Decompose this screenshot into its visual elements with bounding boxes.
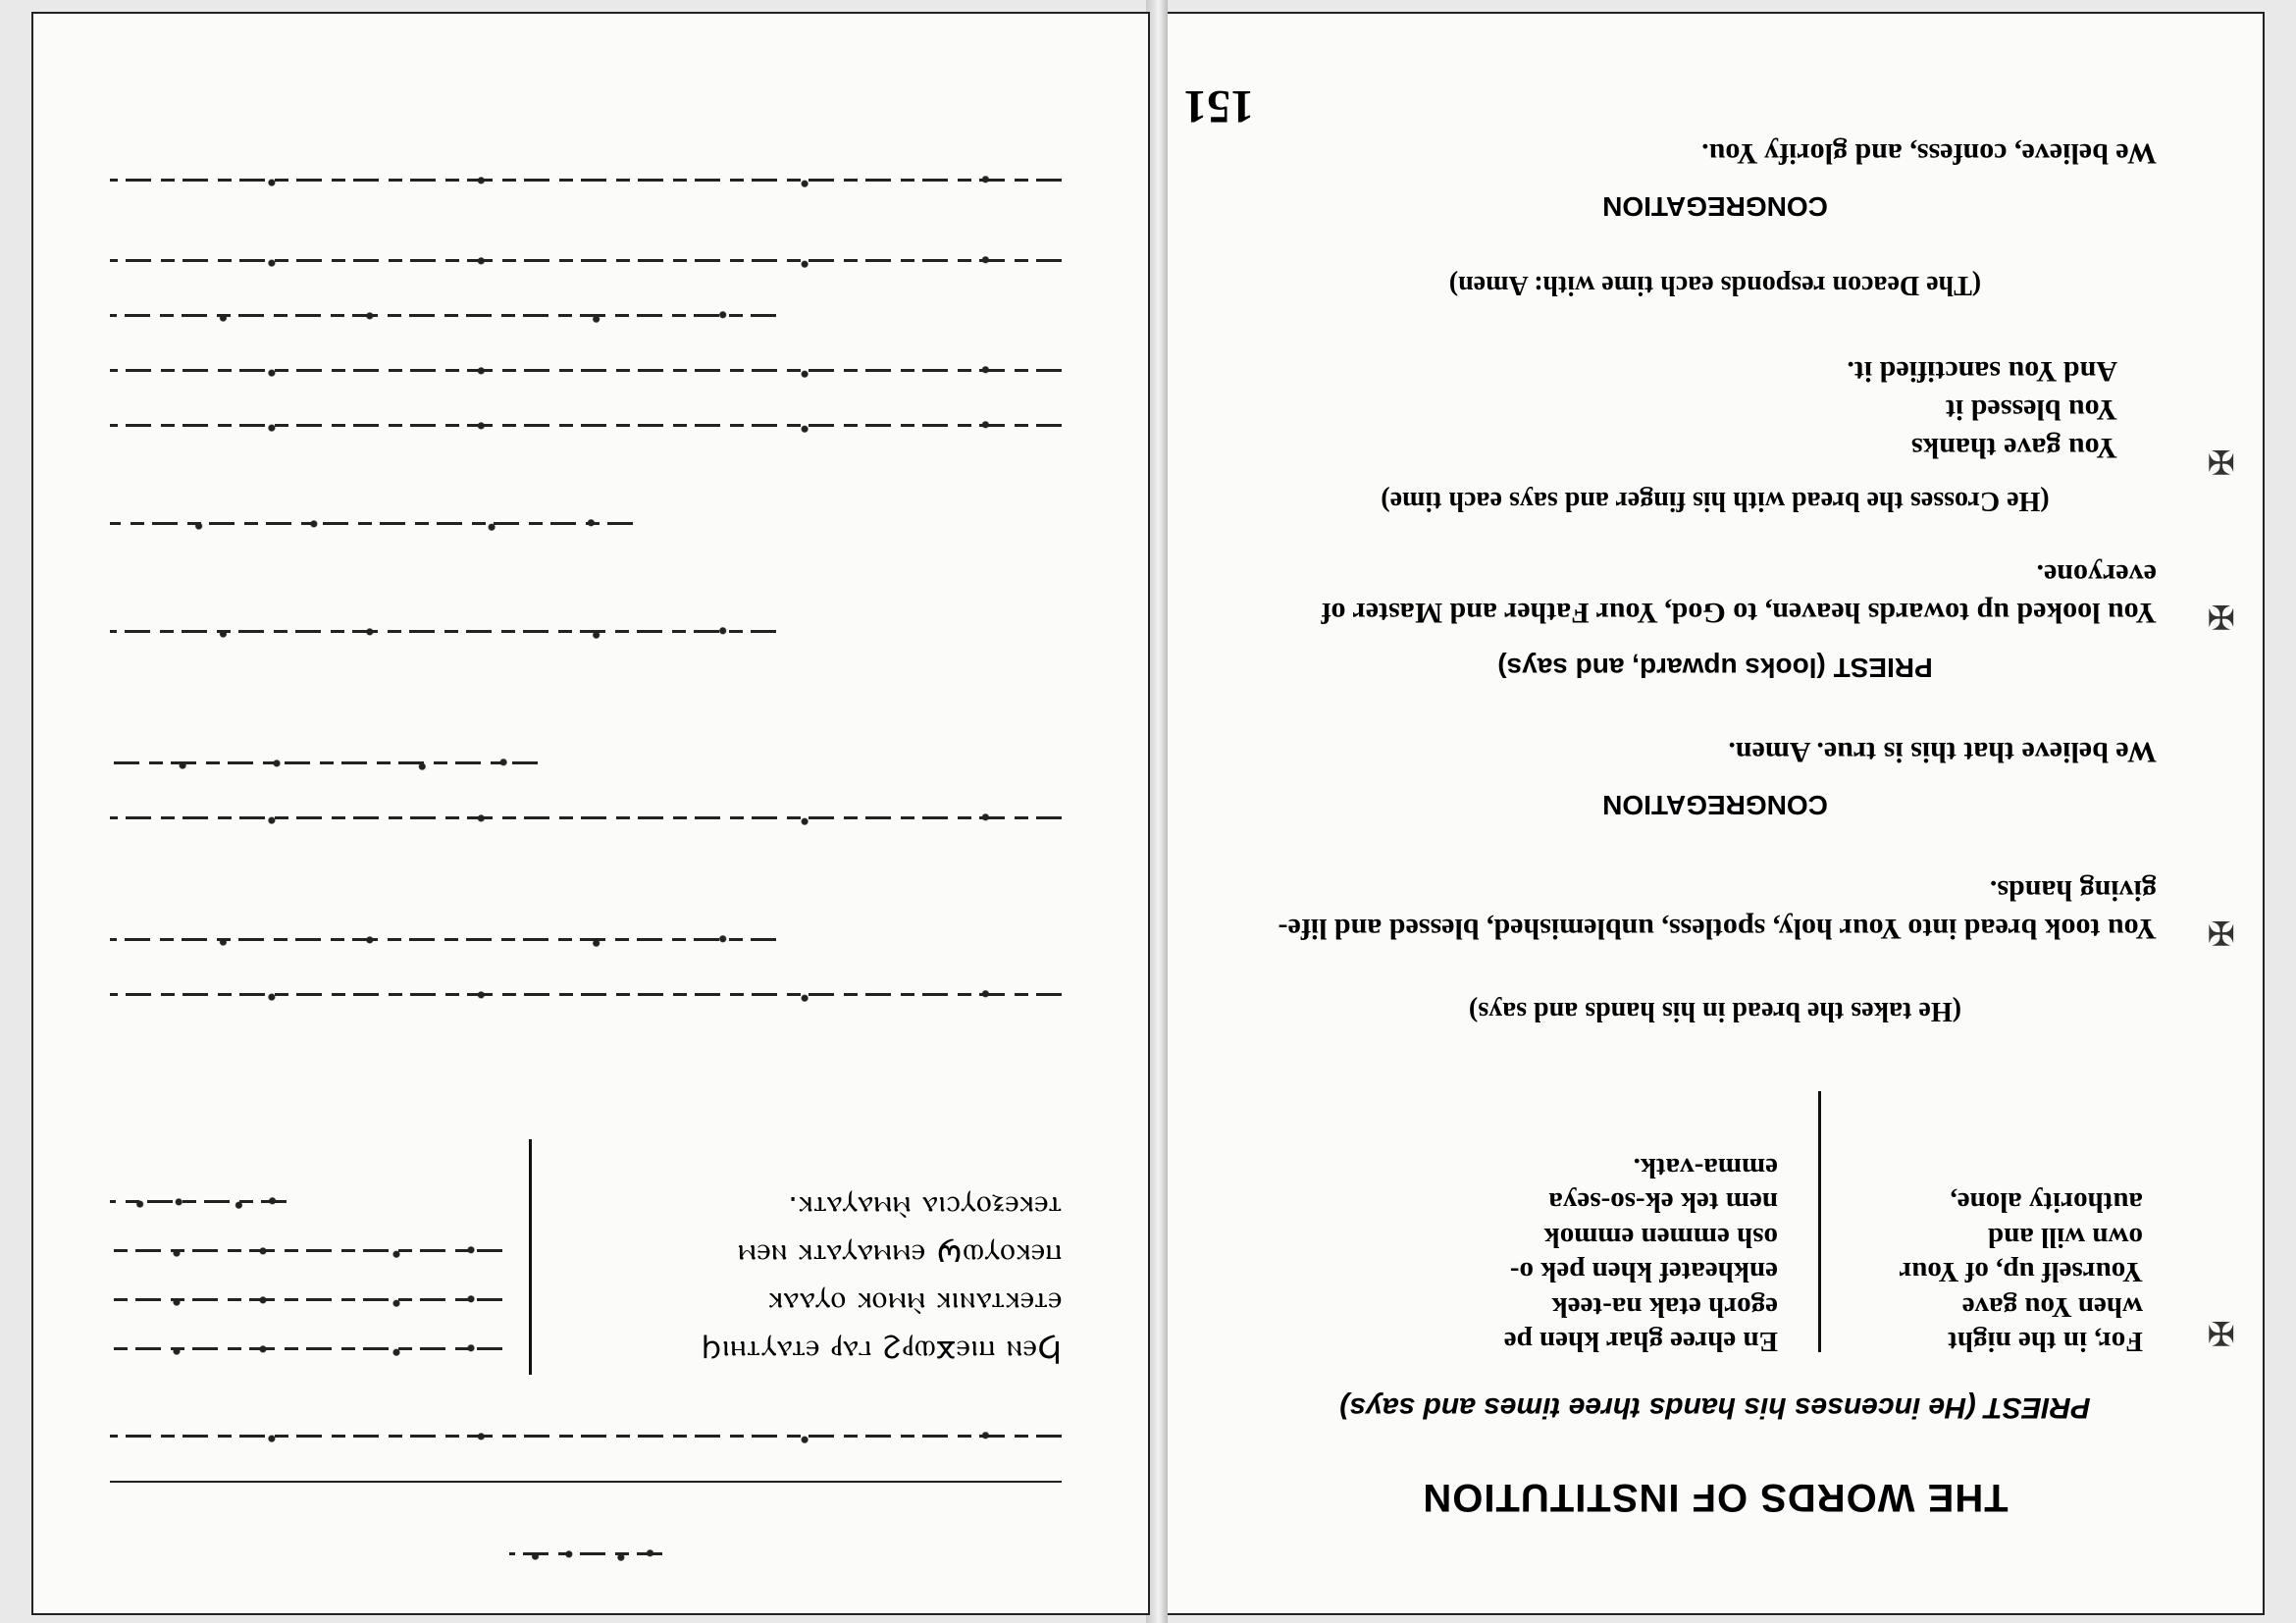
coptic-line: ⲉⲧⲉⲕⲧⲁⲛⲓⲕ ⲙ̀ⲙⲟⲕ ⲟⲩⲁⲁⲕ: [767, 1285, 1062, 1322]
coptic-arabic-table: [110, 1169, 1062, 1375]
congregation-response-2: We believe, confess, and glorify You.: [1701, 137, 2157, 170]
transliteration-column: [1366, 1150, 1778, 1358]
arabic-paragraph-6: [110, 137, 1062, 192]
list-item: And You sanctified it.: [1847, 355, 2117, 388]
paragraph-took-bread: You took bread into Your holy, spotless, unblemished, blessed and life-giving hands.: [1278, 874, 2157, 945]
english-line: Yourself up, of Your: [1899, 1256, 2143, 1288]
arabic-paragraph-3: [110, 589, 1062, 644]
arabic-paragraph-5: [110, 218, 1062, 438]
rubric-crosses-bread: (He Crosses the bread with his finger and says each time): [1381, 486, 2050, 516]
english-page-content: [1274, 12, 2157, 1615]
coptic-line: ⲧⲉⲕⲉⲝⲟⲩⲥⲓⲁ ⲙ̀ⲙⲁⲩⲁⲧⲕ.: [787, 1189, 1062, 1226]
page-number: 151: [1183, 80, 1254, 132]
list-item: You gave thanks: [1910, 432, 2117, 464]
english-line: when You gave: [1961, 1290, 2143, 1323]
priest-heading-2: PRIEST (looks upward, and says): [1497, 653, 1933, 683]
transliteration-line: egorh etak na-teek: [1551, 1290, 1778, 1323]
cross-mark-icon: ✠: [2207, 914, 2235, 950]
arabic-script-line: [110, 306, 776, 328]
transliteration-line: En ehree ghar khen pe: [1503, 1326, 1778, 1357]
arabic-script-line: [110, 622, 776, 644]
english-line: authority alone,: [1950, 1186, 2143, 1219]
arabic-paragraph-2: [110, 720, 1062, 830]
english-page: [1166, 12, 2265, 1615]
arabic-script-line: [110, 361, 1062, 383]
page-title: THE WORDS OF INSTITUTION: [1422, 1476, 2009, 1519]
arabic-script-line: [110, 251, 1062, 273]
coptic-line: Ϧⲉⲛ ⲡⲓⲉϫⲱⲣϩ ⲅⲁⲣ ⲉⲧⲁⲩⲧⲏⲓϥ: [700, 1334, 1062, 1369]
paragraph-looked-up: You looked up towards heaven, to God, Your Father and Master of everyone.: [1321, 558, 2157, 629]
transliteration-line: nem tek ek-so-seya: [1548, 1186, 1778, 1219]
cross-mark-icon: ✠: [2207, 598, 2235, 634]
congregation-heading: CONGREGATION: [1602, 790, 1828, 820]
column-divider: [529, 1139, 532, 1375]
arabic-script-line: [110, 754, 539, 775]
column-divider: [1818, 1091, 1821, 1352]
transliteration-line: emma-vatk.: [1633, 1152, 1778, 1184]
priest-heading: PRIEST (He incenses his hands three times and says): [1339, 1391, 2091, 1424]
transliteration-line: osh emmen emmok: [1543, 1221, 1778, 1253]
arabic-paragraph-4: [110, 481, 1062, 536]
arabic-script-line: [110, 514, 634, 536]
congregation-response: We believe that this is true. Amen.: [1728, 736, 2157, 768]
english-line: For, in the night: [1948, 1326, 2143, 1357]
arabic-script-line: [110, 416, 1062, 438]
cross-mark-icon: ✠: [2207, 1314, 2235, 1350]
transliteration-line: enkheatef khen pek o-: [1509, 1256, 1778, 1288]
coptic-column: [551, 1182, 1062, 1375]
blessing-list: [1274, 352, 2157, 467]
arabic-script-line: [110, 1192, 287, 1214]
arabic-script-line: [110, 1290, 502, 1312]
arabic-script-line: [110, 171, 1062, 192]
rubric-takes-bread: (He takes the bread in his hands and says): [1468, 996, 1962, 1026]
arabic-header-script: [509, 1544, 661, 1566]
congregation-heading-2: CONGREGATION: [1602, 191, 1828, 222]
arabic-script-line: [110, 809, 1062, 830]
institution-columns: [1274, 1044, 2157, 1358]
rubric-deacon: (The Deacon responds each time with: Amen): [1448, 270, 1982, 300]
arabic-paragraph-1: [110, 897, 1062, 1007]
header-rule: [110, 1481, 1062, 1483]
english-column: [1849, 1184, 2143, 1358]
coptic-page-content: [110, 12, 1062, 1615]
english-line: own will and: [1988, 1221, 2143, 1253]
arabic-script-line: [110, 930, 776, 952]
list-item: You blessed it: [1945, 393, 2117, 426]
arabic-script-line: [110, 1241, 502, 1263]
arabic-heading-block: [110, 1393, 1062, 1448]
arabic-column: [110, 1165, 502, 1361]
arabic-page-header: [110, 1544, 1062, 1566]
cross-mark-icon: ✠: [2207, 443, 2235, 479]
coptic-line: ⲡⲉⲕⲟⲩⲱϣ ⲉⲙⲙⲁⲩⲁⲧⲕ ⲛⲉⲙ: [737, 1237, 1062, 1274]
coptic-arabic-page: [31, 12, 1150, 1615]
arabic-script-line: [110, 985, 1062, 1007]
arabic-script-line: [110, 1339, 502, 1361]
arabic-script-line: [110, 1427, 1062, 1448]
